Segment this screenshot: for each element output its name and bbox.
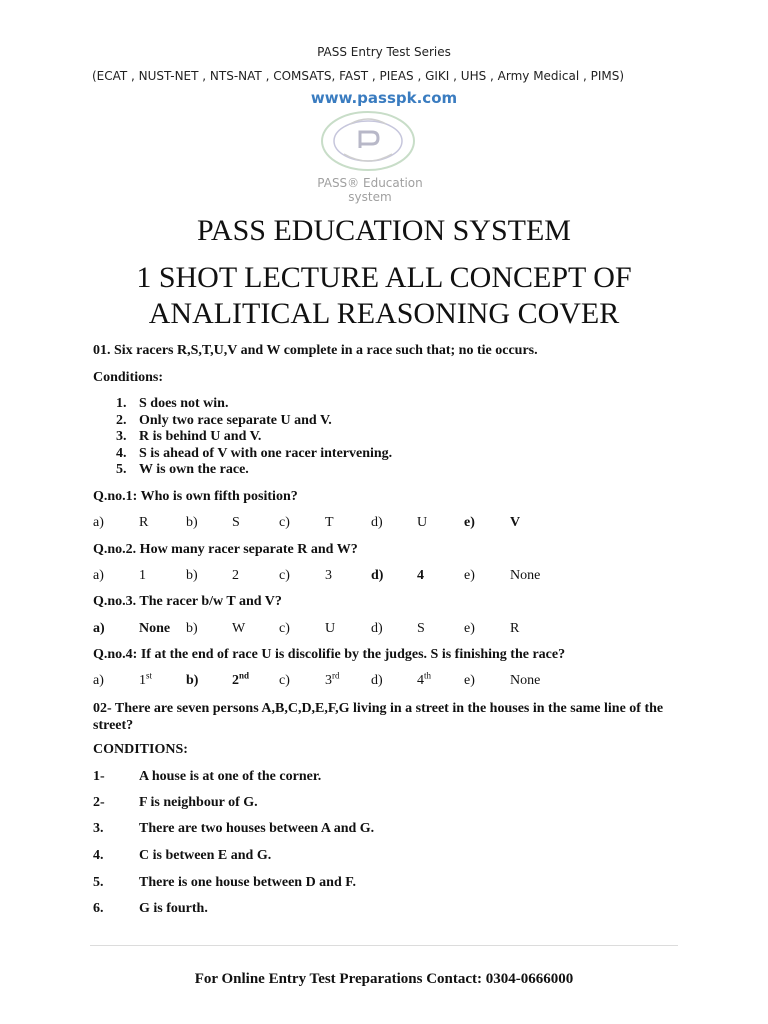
condition-text: A house is at one of the corner. [139,769,322,784]
option-value: U [325,621,336,636]
ordinal-number: 1 [139,673,146,688]
q02-condition [0,769,768,787]
question-3-options [0,621,768,639]
option-label: b) [186,568,198,583]
condition-number: 5. [93,875,104,890]
exam-list: (ECAT , NUST-NET , NTS-NAT , COMSATS, FAST , PIEAS , GIKI , UHS , Army Medical , PIMS) [91,69,625,83]
condition-text: C is between E and G. [139,848,272,863]
question-2: Q.no.2. How many racer separate R and W? [93,542,358,557]
option-label: a) [93,568,104,583]
q02-statement-line2: street? [93,718,134,733]
option-label: d) [371,621,383,636]
ordinal-number: 2 [232,673,239,688]
option-label: b) [186,621,198,636]
condition-text: R is behind U and V. [139,429,262,444]
option-label: e) [464,621,475,636]
pass-logo-icon [320,110,416,176]
option-label: a) [93,515,104,530]
option-label: c) [279,515,290,530]
option-value: T [325,515,334,530]
question-1-options [0,515,768,533]
option-value-answer [232,670,250,689]
condition-number: 3. [116,429,127,444]
condition-text: W is own the race. [139,462,249,477]
ordinal-suffix: nd [239,670,250,681]
ordinal-suffix: st [146,670,153,681]
option-value [325,670,340,689]
option-label: c) [279,568,290,583]
q02-condition [0,795,768,813]
q01-conditions-label: Conditions: [93,370,164,385]
q02-condition [0,901,768,919]
condition-number: 4. [116,446,127,461]
condition-number: 2- [93,795,105,810]
lecture-title-line2: ANALITICAL REASONING COVER [148,297,620,330]
condition-text: Only two race separate U and V. [139,413,332,428]
q01-condition [0,396,768,414]
option-value: S [232,515,240,530]
option-value: S [417,621,425,636]
condition-number: 4. [93,848,104,863]
ordinal-number: 4 [417,673,424,688]
q02-condition [0,821,768,839]
option-value: U [417,515,428,530]
condition-number: 1. [116,396,127,411]
q02-condition [0,848,768,866]
option-value: 3 [325,568,332,583]
logo-caption-line1: PASS® Education [317,176,423,190]
q02-statement-line1: 02- There are seven persons A,B,C,D,E,F,G living in a street in the houses in the same line of the [93,701,664,716]
option-value-answer: 4 [417,568,424,583]
option-label: d) [371,673,383,688]
lecture-title-line1: 1 SHOT LECTURE ALL CONCEPT OF [136,261,632,294]
option-value-answer: None [139,621,171,636]
q02-statement [93,700,663,734]
lecture-title [0,260,768,332]
option-label: c) [279,621,290,636]
condition-text: F is neighbour of G. [139,795,258,810]
q02-conditions-label: CONDITIONS: [93,742,188,757]
ordinal-number: 3 [325,673,332,688]
question-4: Q.no.4: If at the end of race U is discolifie by the judges. S is finishing the race? [93,647,566,662]
question-2-options [0,568,768,586]
condition-number: 5. [116,462,127,477]
condition-text: There is one house between D and F. [139,875,357,890]
question-1: Q.no.1: Who is own fifth position? [93,489,298,504]
option-label-answer: b) [186,673,199,688]
option-label: e) [464,673,475,688]
footer-contact: For Online Entry Test Preparations Contact: 0304-0666000 [194,971,574,987]
option-value: 2 [232,568,239,583]
q01-condition [0,429,768,447]
option-label: d) [371,515,383,530]
option-value: None [510,568,541,583]
option-value: None [510,673,541,688]
logo-caption-line2: system [348,190,392,204]
footer-divider [90,945,678,946]
condition-number: 1- [93,769,105,784]
option-value: R [510,621,520,636]
option-value: R [139,515,149,530]
ordinal-suffix: rd [332,670,340,681]
ordinal-suffix: th [424,670,432,681]
option-value: W [232,621,246,636]
page-title: PASS EDUCATION SYSTEM [197,214,571,247]
option-value [417,670,432,689]
option-label: b) [186,515,198,530]
condition-number: 6. [93,901,104,916]
condition-text: S does not win. [139,396,229,411]
condition-number: 3. [93,821,104,836]
series-title: PASS Entry Test Series [317,45,451,59]
condition-number: 2. [116,413,127,428]
question-3: Q.no.3. The racer b/w T and V? [93,594,282,609]
q01-condition [0,462,768,480]
option-label: e) [464,568,475,583]
q01-statement: 01. Six racers R,S,T,U,V and W complete in a race such that; no tie occurs. [93,343,538,358]
website-link[interactable]: www.passpk.com [310,89,458,107]
condition-text: S is ahead of V with one racer intervening. [139,446,393,461]
option-value: 1 [139,568,146,583]
option-value [139,670,153,689]
option-label-answer: e) [464,515,475,530]
question-4-options [0,670,768,691]
option-label: c) [279,673,290,688]
logo-caption [290,176,450,204]
q02-condition [0,875,768,893]
condition-text: There are two houses between A and G. [139,821,375,836]
option-label-answer: a) [93,621,105,636]
option-label: a) [93,673,104,688]
condition-text: G is fourth. [139,901,208,916]
option-label-answer: d) [371,568,384,583]
option-value-answer: V [510,515,521,530]
